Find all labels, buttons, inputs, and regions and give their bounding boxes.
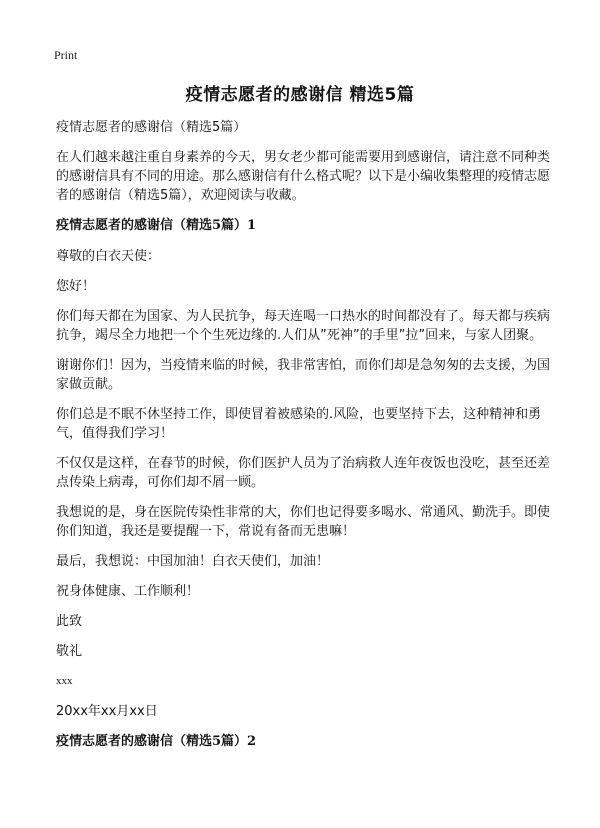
date: 20xx年xx月xx日 xyxy=(56,704,158,719)
signature: xxx xyxy=(56,675,73,687)
body-paragraph: 你们每天都在为国家、为人民抗争，每天连喝一口热水的时间都没有了。每天都与疾病抗争，竭尽全力地把一个个生死边缘的.人们从”死神”的手里”拉”回来，与家人团聚。 xyxy=(56,309,551,343)
body-paragraph: 谢谢你们！因为，当疫情来临的时候，我非常害怕，而你们却是急匆匆的去支援，为国家做贡献。 xyxy=(56,358,551,392)
closing-line-2: 敬礼 xyxy=(56,644,83,659)
body-paragraph: 祝身体健康、工作顺利！ xyxy=(56,584,200,599)
salutation: 尊敬的白衣天使： xyxy=(56,249,161,264)
intro-paragraph: 在人们越来越注重自身素养的今天，男女老少都可能需要用到感谢信，请注意不同种类的感谢信具有不同的用途。那么感谢信有什么格式呢？以下是小编收集整理的疫情志愿者的感谢信（精选5篇），欢迎阅读与收藏。 xyxy=(56,150,551,203)
body-paragraph: 不仅仅是这样，在春节的时候，你们医护人员为了治病救人连年夜饭也没吃，甚至还差点传染上病毒，可你们却不屑一顾。 xyxy=(56,456,551,490)
intro-heading: 疫情志愿者的感谢信（精选5篇） xyxy=(56,120,247,135)
body-paragraph: 我想说的是，身在医院传染性非常的大，你们也记得要多喝水、常通风、勤洗手。即使你们知道，我还是要提醒一下，常说有备而无患嘛！ xyxy=(56,505,551,539)
section-1-heading: 疫情志愿者的感谢信（精选5篇）1 xyxy=(56,218,257,233)
body-paragraph: 最后，我想说：中国加油！白衣天使们，加油！ xyxy=(56,554,330,569)
greeting: 您好！ xyxy=(56,279,96,294)
print-link[interactable]: Print xyxy=(54,48,78,62)
document-body xyxy=(56,118,552,763)
closing-line-1: 此致 xyxy=(56,614,83,629)
document-title: 疫情志愿者的感谢信 精选5篇 xyxy=(185,85,415,105)
body-paragraph: 你们总是不眠不休坚持工作，即使冒着被感染的.风险，也要坚持下去，这种精神和勇气，值得我们学习！ xyxy=(56,407,542,441)
section-2-heading: 疫情志愿者的感谢信（精选5篇）2 xyxy=(56,734,257,749)
